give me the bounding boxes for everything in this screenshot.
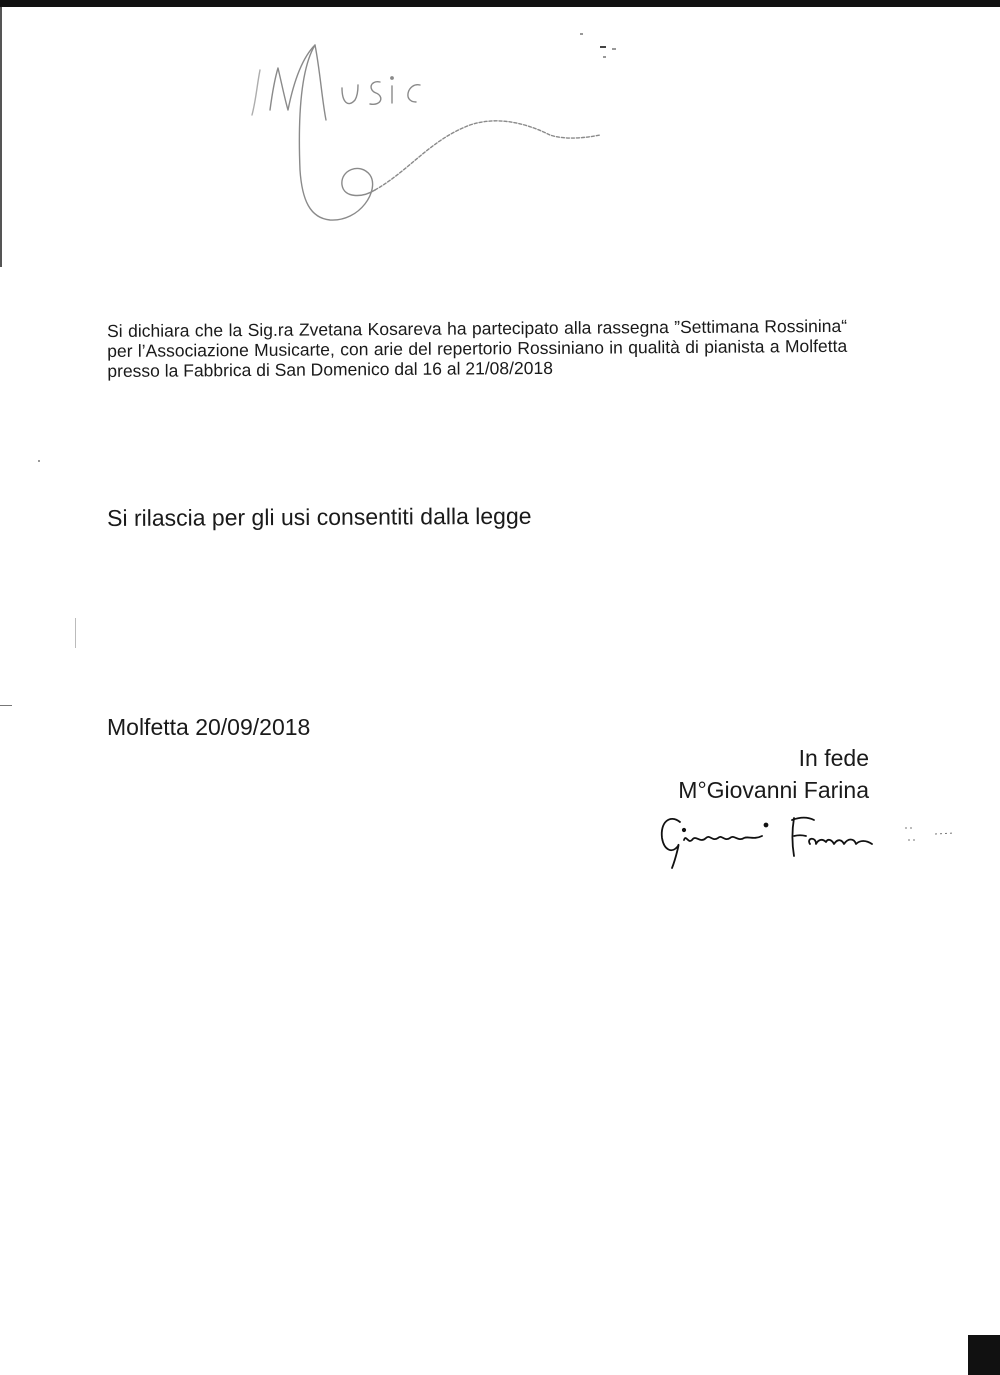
handwritten-signature (650, 800, 960, 880)
music-logo (230, 30, 630, 240)
scan-speck (75, 618, 76, 648)
place-and-date: Molfetta 20/09/2018 (107, 714, 311, 740)
scan-speck (612, 48, 616, 50)
scan-left-edge (0, 7, 2, 267)
scan-speck (603, 56, 606, 58)
signature-text: Giovanni Farina (650, 800, 658, 801)
scan-speck (580, 33, 583, 35)
scan-speck (38, 460, 40, 462)
declaration-paragraph: Si dichiara che la Sig.ra Zvetana Kosareva ha partecipato alla rassegna ”Settimana Rossinina“ per l’Associazione Musicarte, con arie del repertorio Rossiniano in qualità di pianista a Molfetta presso la Fabbrica di San Domenico dal 16 al 21/08/2018 (107, 315, 848, 381)
signatory-name: M°Giovanni Farina (678, 777, 869, 803)
scan-corner-block (968, 1335, 1000, 1375)
signature-block (678, 742, 869, 806)
scan-top-edge (0, 0, 1000, 7)
closing-line: In fede (798, 745, 869, 771)
logo-text: Music (230, 30, 233, 31)
release-statement: Si rilascia per gli usi consentiti dalla legge (107, 502, 532, 531)
scan-speck (600, 46, 606, 48)
scan-speck (0, 705, 12, 706)
